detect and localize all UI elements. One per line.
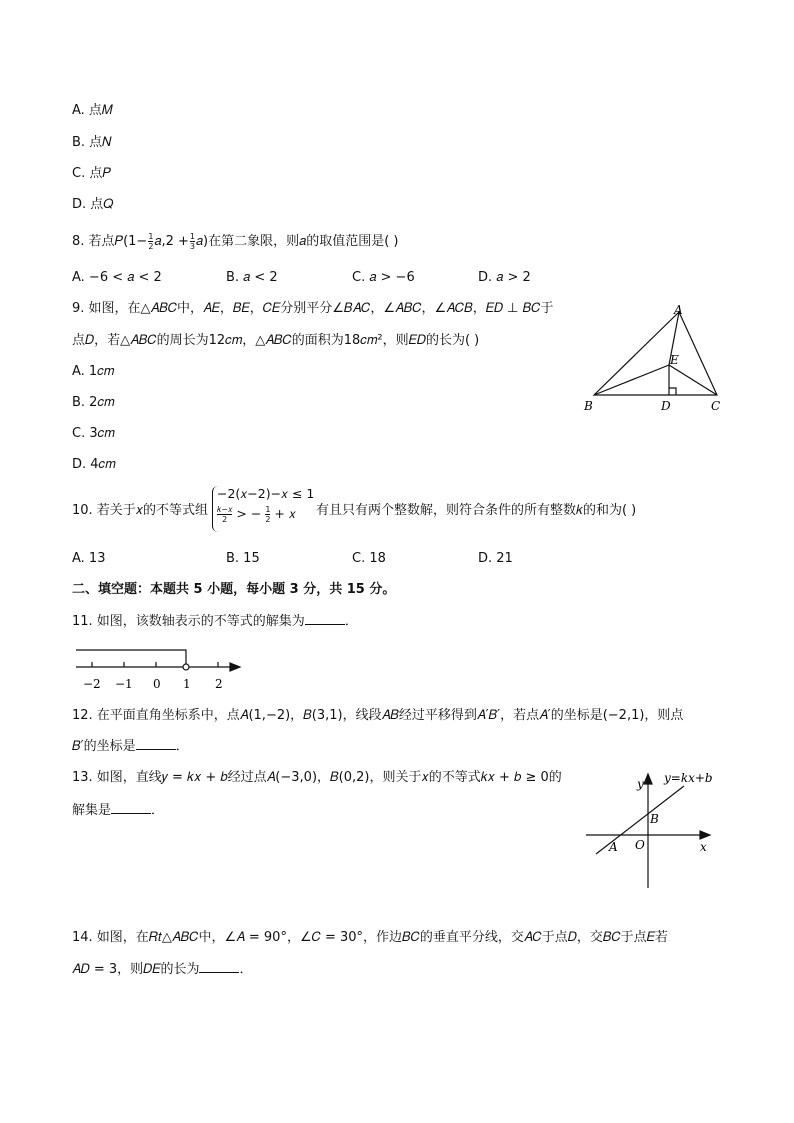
q8-option-c: C. 𝑎 > −6	[352, 270, 415, 285]
q11-tick-label-1: 1	[183, 677, 191, 691]
q10-option-a: A. 13	[72, 551, 106, 566]
q10-frac2-num: 1	[265, 505, 271, 514]
q13-y-axis-arrow	[644, 774, 652, 784]
q13-label-a: A	[609, 840, 618, 854]
q10-frac-half	[265, 505, 270, 524]
q10-frac2-den: 2	[265, 515, 271, 524]
q8-frac2	[190, 232, 195, 251]
q14-answer-blank[interactable]	[199, 960, 239, 973]
q10-inequality-1: −2(𝑥−2)−𝑥 ≤ 1	[217, 486, 315, 501]
q9-label-a: A	[674, 303, 683, 317]
q13-label-o: O	[635, 838, 645, 852]
q10-inequality-2	[217, 505, 296, 524]
q13-answer-blank[interactable]	[111, 801, 151, 814]
q12-stem-line2	[72, 737, 189, 756]
q11-stem-text: 11. 如图，该数轴表示的不等式的解集为	[72, 614, 305, 629]
q11-axis-arrow	[230, 663, 240, 671]
q9-option-a: A. 1𝑐𝑚	[72, 364, 115, 379]
q10-option-c: C. 18	[352, 551, 386, 566]
q12-stem-line1: 12. 在平面直角坐标系中，点𝐴(1,−2)，𝐵(3,1)，线段𝐴𝐵经过平移得到𝐴′𝐵′，若点𝐴′的坐标是(−2,1)，则点	[72, 708, 684, 723]
q13-line2-prefix: 解集是	[72, 803, 112, 818]
q14-line2-prefix: 𝐴𝐷 = 3，则𝐷𝐸的长为	[72, 962, 200, 977]
q13-x-axis-arrow	[700, 831, 710, 839]
q11-stem-end: ．	[344, 614, 358, 629]
q7-option-a: A. 点𝑀	[72, 103, 113, 118]
q8-option-a: A. −6 < 𝑎 < 2	[72, 270, 162, 285]
section-2-heading: 二、填空题：本题共 5 小题，每小题 3 分，共 15 分。	[72, 582, 396, 597]
q14-stem-end: ．	[239, 962, 253, 977]
q10-option-b: B. 15	[226, 551, 260, 566]
q9-stem-line1: 9. 如图，在△𝐴𝐵𝐶中，𝐴𝐸，𝐵𝐸，𝐶𝐸分别平分∠𝐵𝐴𝐶，∠𝐴𝐵𝐶，∠𝐴𝐶𝐵，𝐸𝐷 ⊥ 𝐵𝐶于	[72, 301, 554, 316]
q8-frac2-den: 3	[189, 242, 195, 251]
q12-stem-end: ．	[175, 739, 189, 754]
q11-tick-label--1: −1	[115, 677, 133, 691]
q8-frac1	[148, 232, 153, 251]
q7-option-d: D. 点𝑄	[72, 197, 114, 212]
q13-stem-line1: 13. 如图，直线𝑦 = 𝑘𝑥 + 𝑏经过点𝐴(−3,0)，𝐵(0,2)，则关于𝑥的不等式𝑘𝑥 + 𝑏 ≥ 0的	[72, 770, 562, 785]
q7-option-b: B. 点𝑁	[72, 135, 112, 150]
q9-label-b: B	[584, 399, 593, 413]
q8-stem-suffix: 𝑎)在第二象限，则𝑎的取值范围是( )	[196, 234, 399, 249]
q9-segment-be	[594, 365, 669, 395]
q12-line2-prefix: 𝐵′的坐标是	[72, 739, 136, 754]
q11-stem	[72, 612, 358, 631]
q13-coordinate-figure	[584, 768, 728, 892]
q13-label-b: B	[650, 812, 659, 826]
q14-stem-line2	[72, 960, 252, 979]
q8-option-d: D. 𝑎 > 2	[478, 270, 531, 285]
q9-triangle-abc	[594, 312, 717, 395]
q8-option-b: B. 𝑎 < 2	[226, 270, 278, 285]
q11-tick-label-2: 2	[215, 677, 223, 691]
q9-label-d: D	[661, 399, 671, 413]
q10-option-d: D. 21	[478, 551, 513, 566]
q9-option-d: D. 4𝑐𝑚	[72, 457, 116, 472]
q8-frac2-num: 1	[189, 232, 195, 241]
q11-tick-label--2: −2	[83, 677, 101, 691]
q9-right-angle-mark	[669, 388, 676, 395]
q9-label-e: E	[670, 353, 679, 367]
q13-stem-line2	[72, 801, 164, 820]
q9-stem-line2: 点𝐷，若△𝐴𝐵𝐶的周长为12𝑐𝑚，△𝐴𝐵𝐶的面积为18𝑐𝑚²，则𝐸𝐷的长为( )	[72, 333, 480, 348]
q10-ineq2-mid: > −	[236, 506, 262, 521]
q10-stem-suffix: 有且只有两个整数解，则符合条件的所有整数𝑘的和为( )	[316, 503, 637, 518]
q13-label-y: y	[637, 777, 644, 791]
q8-stem-mid: 𝑎,2 +	[154, 234, 189, 249]
q14-stem-line1: 14. 如图，在𝑅𝑡△𝐴𝐵𝐶中，∠𝐴 = 90°，∠𝐶 = 30°，作边𝐵𝐶的垂直平分线，交𝐴𝐶于点𝐷，交𝐵𝐶于点𝐸若	[72, 930, 668, 945]
q9-option-b: B. 2𝑐𝑚	[72, 395, 115, 410]
q10-frac-k-x	[217, 505, 232, 524]
q10-ineq2-tail: + 𝑥	[274, 506, 296, 521]
q10-frac-den: 2	[222, 515, 228, 524]
q11-tick-label-0: 0	[153, 677, 161, 691]
q11-answer-blank[interactable]	[305, 612, 345, 625]
q11-number-line	[72, 640, 252, 696]
q13-label-line: y=kx+b	[664, 771, 713, 785]
q7-option-c: C. 点𝑃	[72, 166, 111, 181]
q8-frac1-den: 2	[148, 242, 154, 251]
q9-triangle-figure	[578, 300, 728, 418]
q8-stem	[72, 232, 398, 251]
q9-label-c: C	[711, 399, 721, 413]
q8-frac1-num: 1	[148, 232, 154, 241]
q13-label-x: x	[700, 840, 707, 854]
q13-stem-end: ．	[151, 803, 165, 818]
q9-option-c: C. 3𝑐𝑚	[72, 426, 115, 441]
q12-answer-blank[interactable]	[136, 737, 176, 750]
q11-open-circle	[183, 664, 189, 670]
q8-stem-prefix: 8. 若点𝑃(1−	[72, 234, 148, 249]
q10-frac-num: 𝑘−𝑥	[217, 505, 233, 514]
q10-stem-prefix: 10. 若关于𝑥的不等式组	[72, 503, 209, 518]
